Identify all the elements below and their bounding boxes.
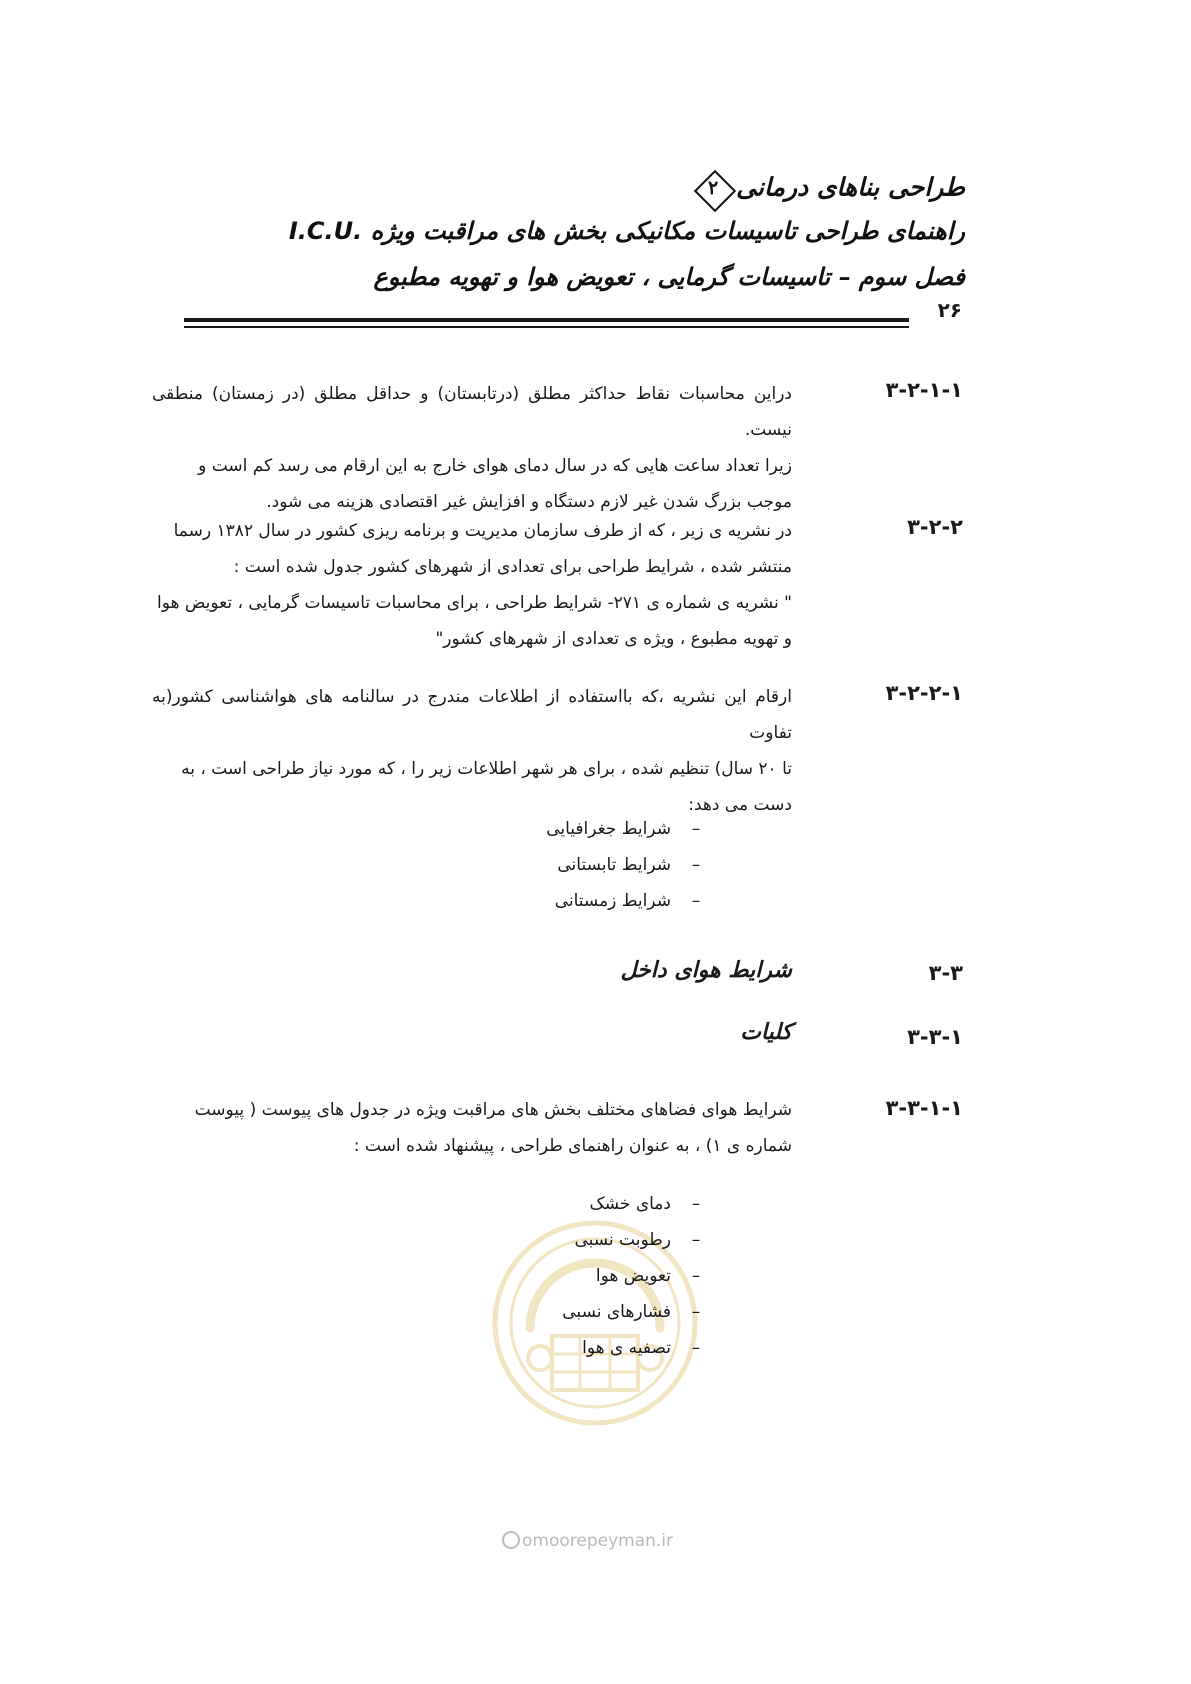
section-number: ۳-۲-۱-۱ <box>885 378 963 402</box>
paragraph-line: دست می دهد: <box>688 795 792 815</box>
volume-number: ۲ <box>708 177 719 199</box>
dash-bullet-icon: – <box>691 819 701 839</box>
at-icon <box>502 1531 520 1549</box>
paragraph-line: در نشریه ی زیر ، که از طرف سازمان مدیریت و برنامه ریزی کشور در سال ۱۳۸۲ رسما <box>173 521 792 541</box>
paragraph-line: " نشریه ی شماره ی ۲۷۱- شرایط طراحی ، برای محاسبات تاسیسات گرمایی ، تعویض هوا <box>156 593 792 613</box>
paragraph-line: شماره ی ۱) ، به عنوان راهنمای طراحی ، پیشنهاد شده است : <box>353 1136 792 1156</box>
paragraph-line: موجب بزرگ شدن غیر لازم دستگاه و افزایش غیر اقتصادی هزینه می شود. <box>266 492 792 512</box>
list-item-text: شرایط زمستانی <box>554 891 671 911</box>
list-item <box>562 1294 721 1330</box>
section-paragraph <box>152 376 792 520</box>
paragraph-line: تا ۲۰ سال) تنظیم شده ، برای هر شهر اطلاعات زیر را ، که مورد نیاز طراحی است ، به <box>181 759 792 779</box>
paragraph-line: زیرا تعداد ساعت هایی که در سال دمای هوای خارج به این ارقام می رسد کم است و <box>198 456 792 476</box>
paragraph-line: شرایط هوای فضاهای مختلف بخش های مراقبت ویژه در جدول های پیوست ( پیوست <box>194 1100 792 1120</box>
dash-bullet-icon: – <box>691 1194 701 1214</box>
list-item <box>562 1330 721 1366</box>
section-paragraph <box>152 1092 792 1164</box>
dash-bullet-icon: – <box>691 1230 701 1250</box>
dash-bullet-icon: – <box>691 855 701 875</box>
dash-bullet-icon: – <box>691 1302 701 1322</box>
chapter-title: فصل سوم – تاسیسات گرمایی ، تعویض هوا و تهویه مطبوع <box>373 262 965 291</box>
dash-bullet-icon: – <box>691 891 701 911</box>
paragraph-line: منتشر شده ، شرایط طراحی برای تعدادی از شهرهای کشور جدول شده است : <box>233 557 792 577</box>
paragraph-line: و تهویه مطبوع ، ویژه ی تعدادی از شهرهای کشور" <box>435 629 792 649</box>
list-item <box>546 883 721 919</box>
list-item-text: فشارهای نسبی <box>562 1302 671 1322</box>
list-item <box>562 1186 721 1222</box>
section-heading: شرایط هوای داخل <box>620 957 792 983</box>
volume-badge-icon <box>694 170 732 208</box>
header-rule-thin <box>184 326 909 328</box>
section-number: ۳-۳-۱ <box>907 1025 963 1049</box>
list-item-text: تصفیه ی هوا <box>582 1338 671 1358</box>
paragraph-line: ارقام این نشریه ،که بااستفاده از اطلاعات مندرج در سالنامه های هواشناسی کشور(به تفاوت <box>152 687 792 743</box>
list-item-text: رطوبت نسبی <box>574 1230 671 1250</box>
section-number: ۳-۲-۲-۱ <box>885 681 963 705</box>
section-number: ۳-۳ <box>928 961 963 985</box>
watermark-site <box>502 1531 673 1551</box>
list-item-text: شرایط جغرافیایی <box>546 819 671 839</box>
section-number: ۳-۲-۲ <box>907 515 963 539</box>
section-paragraph <box>152 679 792 823</box>
list-item-text: دمای خشک <box>589 1194 671 1214</box>
guide-title: راهنمای طراحی تاسیسات مکانیکی بخش های مراقبت ویژه <box>370 216 965 245</box>
bullet-list <box>546 811 721 919</box>
list-item <box>546 847 721 883</box>
book-title-line <box>690 170 965 208</box>
book-title: طراحی بناهای درمانی <box>736 172 965 202</box>
page-number: ۲۶ <box>937 298 962 322</box>
section-paragraph <box>152 513 792 657</box>
paragraph-line: دراین محاسبات نقاط حداکثر مطلق (درتابستان) و حداقل مطلق (در زمستان) منطقی نیست. <box>152 384 792 440</box>
section-number: ۳-۳-۱-۱ <box>885 1096 963 1120</box>
list-item-text: تعویض هوا <box>595 1266 671 1286</box>
list-item <box>562 1222 721 1258</box>
section-heading: کلیات <box>740 1019 792 1045</box>
dash-bullet-icon: – <box>691 1338 701 1358</box>
icu-label: I.C.U. <box>288 217 363 245</box>
list-item-text: شرایط تابستانی <box>557 855 671 875</box>
header-rule-thick <box>184 318 909 322</box>
bullet-list <box>562 1186 721 1366</box>
dash-bullet-icon: – <box>691 1266 701 1286</box>
watermark-site-text: omoorepeyman.ir <box>522 1531 674 1551</box>
list-item <box>546 811 721 847</box>
list-item <box>562 1258 721 1294</box>
guide-title-line <box>289 216 965 245</box>
